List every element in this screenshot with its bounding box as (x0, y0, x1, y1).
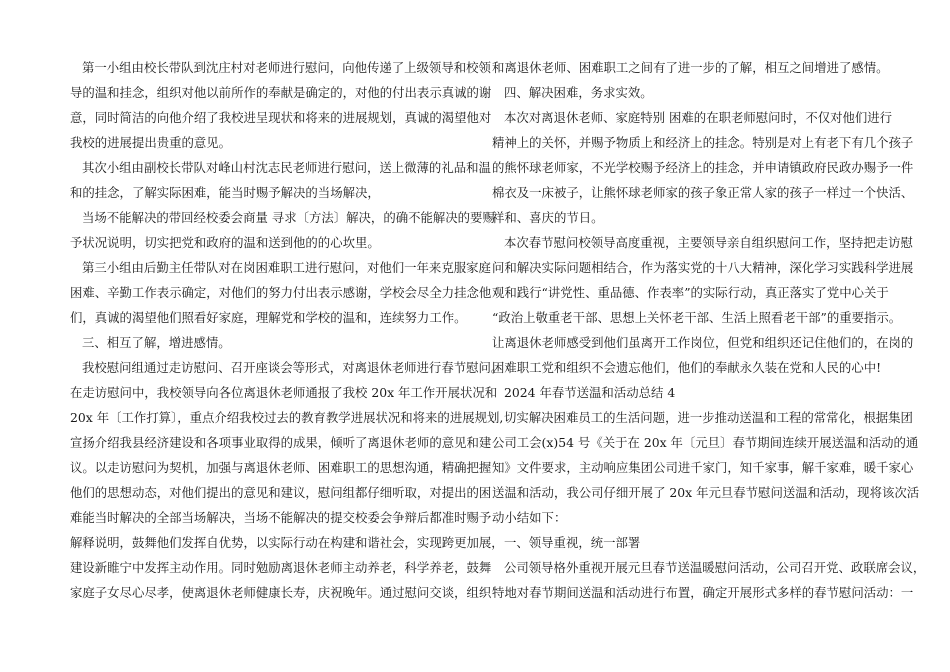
text-line: 送温和活动，我公司仔细开展了 20x 年元旦春节慰问送温和活动，现将该次活 (492, 485, 920, 500)
text-line: 第三小组由后勤主任带队对在岗困难职工进行慰问，对他们一年来克服家庭 (82, 260, 491, 275)
text-line: 在走访慰问中，我校领导向各位离退休老师通报了我校 20x 年工作开展状况和 (70, 385, 498, 400)
text-line: 他们的思想动态，对他们提出的意见和建议，慰问组都仔细听取，对提出的困 (70, 485, 492, 500)
text-line: 四、解决困难，务求实效。 (504, 85, 653, 100)
text-line: 的熊怀球老师家，不光学校赐予经济上的挂念，并申请镇政府民政办赐予一件 (492, 160, 914, 175)
text-line: 特地对春节期间送温和活动进行布置，确定开展形式多样的春节慰问活动：一 (492, 585, 914, 600)
text-line: 棉衣及一床被子，让熊怀球老师家的孩子象正常人家的孩子一样过一个快活、 (492, 185, 914, 200)
text-line: 我校慰问组通过走访慰问、召开座谈会等形式，对离退休老师进行春节慰问。 (82, 360, 504, 375)
text-line: 公司领导格外重视开展元旦春节送温暖慰问活动，公司召开党、政联席会议， (504, 560, 926, 575)
text-line: 本次对离退休老师、家庭特别 困难的在职老师慰问时，不仅对他们进行 (504, 110, 893, 125)
text-line: 2024 年春节送温和活动总结 4 (504, 385, 676, 400)
text-line: 20x 年〔工作打算〕，重点介绍我校过去的教育教学进展状况和将来的进展规划, (70, 410, 504, 425)
text-line: 第一小组由校长带队到沈庄村对老师进行慰问，向他传递了上级领导和校领 (82, 60, 491, 75)
text-line: 让离退休老师感受到他们虽离开工作岗位，但党和组织还记住他们的，在岗的 (492, 335, 914, 350)
text-line: 意，同时简洁的向他介绍了我校进呈现状和将来的进展规划，真诚的渴望他对 (70, 110, 492, 125)
text-line: 本次春节慰问校领导高度重视，主要领导亲自组织慰问工作，坚持把走访慰 (504, 235, 913, 250)
text-line: 祥和、喜庆的节日。 (492, 210, 604, 225)
text-line: 精神上的关怀，并赐予物质上和经济上的挂念。特别是对上有老下有几个孩子 (492, 135, 914, 150)
text-line: 我校的进展提出贵重的意见。 (70, 135, 232, 150)
text-line: 和的挂念，了解实际困难，能当时赐予解决的当场解决， (70, 185, 380, 200)
text-line: “政治上敬重老干部、思想上关怀老干部、生活上照看老干部”的重要指示。 (492, 310, 902, 325)
text-line: 和离退休老师、困难职工之间有了进一步的了解，相互之间增进了感情。 (492, 60, 889, 75)
text-line: 公司工会(x)54 号《关于在 20x 年〔元旦〕春节期间连续开展送温和活动的通 (492, 435, 919, 450)
text-line: 三、相互了解，增进感情。 (82, 335, 231, 350)
text-line: 宣扬介绍我县经济建设和各项事业取得的成果，倾听了离退休老师的意见和建 (70, 435, 492, 450)
text-line: 导的温和挂念，组织对他以前所作的奉献是确定的，对他的付出表示真诚的谢 (70, 85, 492, 100)
text-line: 观和践行“讲党性、重品德、作表率”的实际行动，真正落实了党中心关于 (492, 285, 889, 300)
text-line: 解释说明，鼓舞他们发挥自优势，以实际行动在构建和谐社会，实现跨更加展， (70, 535, 504, 550)
text-line: 难能当时解决的全部当场解决，当场不能解决的提交校委会争辩后都准时赐予 (70, 510, 492, 525)
text-line: 一、领导重视，统一部署 (504, 535, 641, 550)
text-line: 家庭子女尽心尽孝，使离退休老师健康长寿，庆祝晚年。通过慰问交谈，组织 (70, 585, 492, 600)
text-line: 议。以走访慰问为契机，加强与离退休老师、困难职工的思想沟通，精确把握 (70, 460, 492, 475)
text-line: 当场不能解决的带回经校委会商量 寻求〔方法〕解决，的确不能解决的要赐 (82, 210, 495, 225)
text-line: 动小结如下： (492, 510, 567, 525)
text-line: 予状况说明，切实把党和政府的温和送到他的的心坎里。 (70, 235, 380, 250)
text-line: 们，真诚的渴望他们照看好家庭，理解党和学校的温和，连续努力工作。 (70, 310, 467, 325)
text-line: 其次小组由副校长带队对峰山村沈志民老师进行慰问，送上微薄的礼品和温 (82, 160, 491, 175)
text-line: 困难职工党和组织不会遗忘他们，他们的奉献永久装在党和人民的心中! (492, 360, 882, 375)
text-line: 切实解决困难员工的生活问题，进一步推动送温和工程的常常化，根据集团 (504, 410, 913, 425)
text-line: 知》文件要求，主动响应集团公司进千家门，知千家事，解千家难，暖千家心 (492, 460, 914, 475)
text-line: 困难、辛勤工作表示确定，对他们的努力付出表示感谢，学校会尽全力挂念他 (70, 285, 492, 300)
text-line: 问和解决实际问题相结合，作为落实党的十八大精神，深化学习实践科学进展 (492, 260, 914, 275)
text-line: 建设新睢宁中发挥主动作用。同时勉励离退休老师主动养老，科学养老，鼓舞 (70, 560, 492, 575)
